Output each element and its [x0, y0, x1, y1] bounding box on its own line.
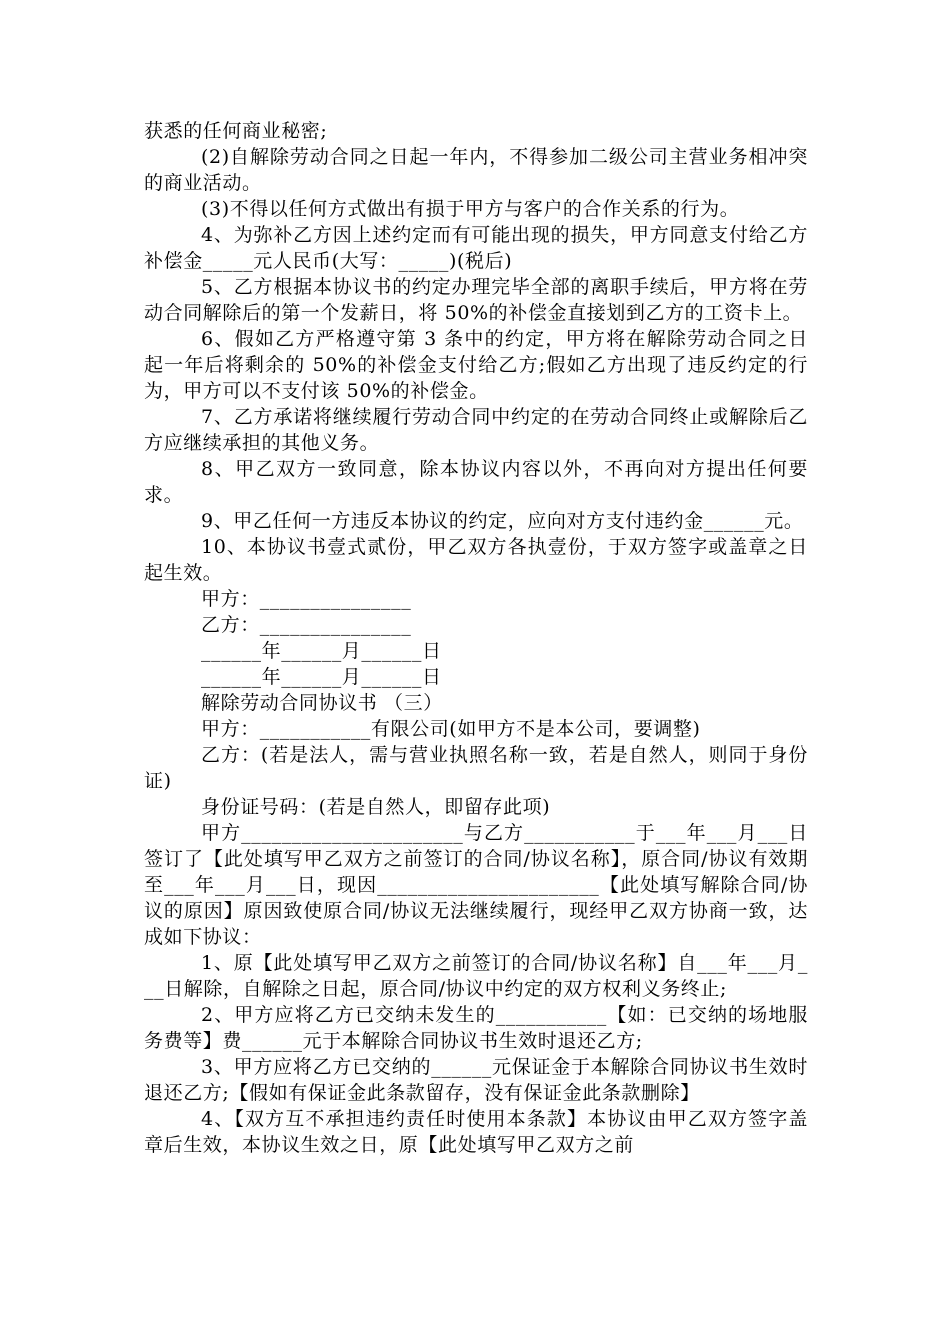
paragraph-item-7: 7、乙方承诺将继续履行劳动合同中约定的在劳动合同终止或解除后乙方应继续承担的其他义务。	[144, 406, 808, 454]
signature-party-a: 甲方：_______________	[201, 588, 412, 610]
paragraph-term-2: 2、甲方应将乙方已交纳未发生的___________【如：已交纳的场地服务费等】费______元于本解除合同协议书生效时退还乙方;	[144, 1004, 808, 1052]
paragraph-item-10: 10、本协议书壹式贰份，甲乙双方各执壹份，于双方签字或盖章之日起生效。	[144, 536, 808, 584]
paragraph-term-3: 3、甲方应将乙方已交纳的______元保证金于本解除合同协议书生效时退还乙方;【假如有保证金此条款留存，没有保证金此条款删除】	[144, 1056, 808, 1104]
paragraph-clause-2: (2)自解除劳动合同之日起一年内，不得参加二级公司主营业务相冲突的商业活动。	[144, 146, 808, 194]
id-number-line: 身份证号码：(若是自然人，即留存此项)	[201, 796, 551, 818]
paragraph-term-1: 1、原【此处填写甲乙双方之前签订的合同/协议名称】自___年___月___日解除，自解除之日起，原合同/协议中约定的双方权利义务终止;	[144, 952, 808, 1000]
signature-party-b: 乙方：_______________	[201, 614, 412, 636]
signature-date-a: ______年______月______日	[201, 640, 442, 662]
paragraph-item-4: 4、为弥补乙方因上述约定而有可能出现的损失，甲方同意支付给乙方补偿金_____元人民币(大写：_____)(税后)	[144, 224, 808, 272]
paragraph-item-8: 8、甲乙双方一致同意，除本协议内容以外，不再向对方提出任何要求。	[144, 458, 808, 506]
document-body	[144, 118, 808, 1158]
paragraph-term-4: 4、【双方互不承担违约责任时使用本条款】本协议由甲乙双方签字盖章后生效，本协议生效之日，原【此处填写甲乙双方之前	[144, 1108, 808, 1156]
paragraph-item-5: 5、乙方根据本协议书的约定办理完毕全部的离职手续后，甲方将在劳动合同解除后的第一个发薪日，将 50%的补偿金直接划到乙方的工资卡上。	[144, 276, 808, 324]
paragraph-preamble: 甲方______________________与乙方___________于___年___月___日签订了【此处填写甲乙双方之前签订的合同/协议名称】，原合同/协议有效期至___年___月___日，现因______________________【此处填写解除合同/协议的原因】原因致使原合同/协议无法继续履行，现经甲乙双方协商一致，达成如下协议：	[144, 822, 808, 948]
signature-date-b: ______年______月______日	[201, 666, 442, 688]
party-b-line: 乙方：(若是法人，需与营业执照名称一致，若是自然人，则同于身份证)	[144, 744, 808, 792]
paragraph-item-9: 9、甲乙任何一方违反本协议的约定，应向对方支付违约金______元。	[201, 510, 804, 532]
section-title: 解除劳动合同协议书 （三）	[201, 692, 443, 714]
party-a-line: 甲方：___________有限公司(如甲方不是本公司，要调整)	[201, 718, 701, 740]
paragraph-clause-3: (3)不得以任何方式做出有损于甲方与客户的合作关系的行为。	[201, 198, 740, 220]
paragraph-trade-secret-tail: 获悉的任何商业秘密;	[144, 120, 328, 142]
paragraph-item-6: 6、假如乙方严格遵守第 3 条中的约定，甲方将在解除劳动合同之日起一年后将剩余的 50%的补偿金支付给乙方;假如乙方出现了违反约定的行为，甲方可以不支付该 50%的补偿金。	[144, 328, 808, 402]
